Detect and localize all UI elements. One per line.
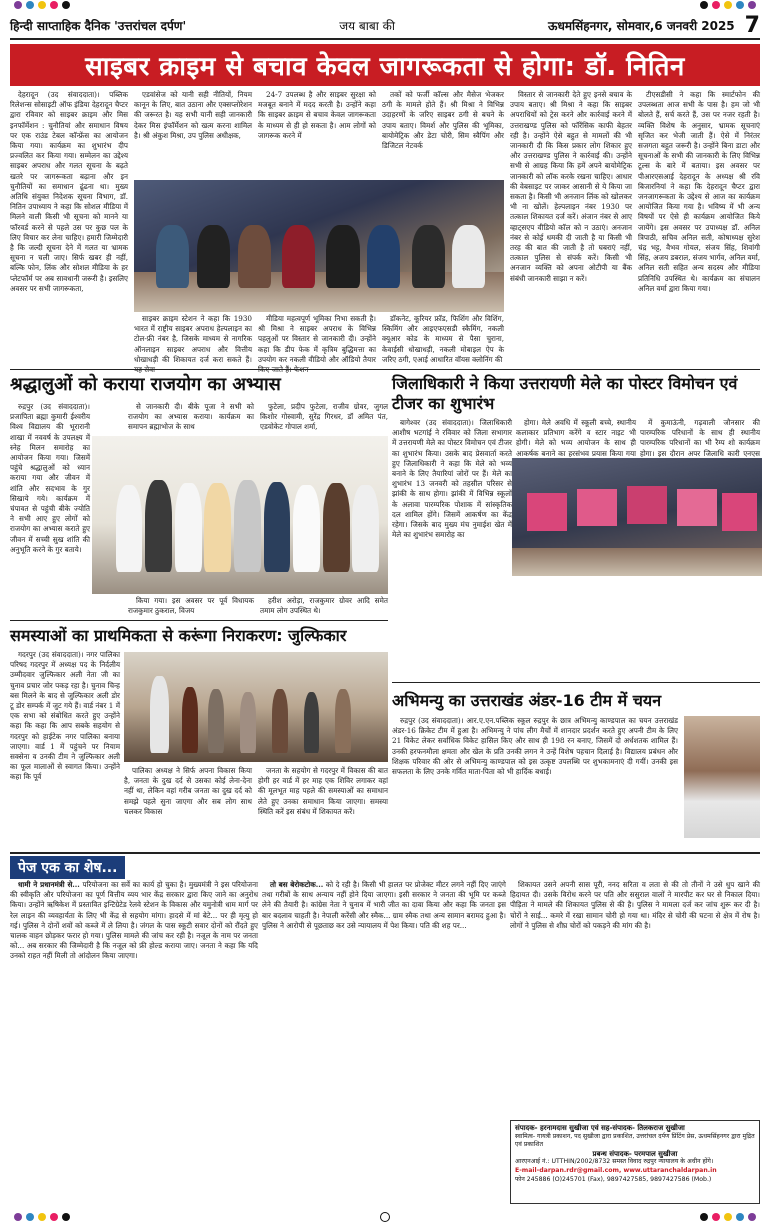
story6-column-3: शिकायत उसने अपनी सास पूरी, ननद सरिता व लता से की तो तीनों ने उसे धुप खाने की हिदायत दी। उसके विरोध करने पर पति और ससुराल वालों ने मारपीट कर घर से निकाल दिया। पीड़िता ने मामले की शिकायत पुलिस से की है। पुलिस ने मामला दर्ज कर जांच शुरू कर दी है। चोरों ने साई... कमरे में रखा सामान चोरी हो गया था। मंदिर से चोरी की घटना से क्षेत्र में रोष है। लोगों ने पुलिस से शीघ्र चोरों को पकड़ने की मांग की है। — [510, 880, 760, 930]
story3-photo — [512, 458, 762, 576]
story2-column-3a: फुटेला, प्रदीप फुटेला, राजीव ग्रोवर, जुगल किशोर गोस्वामी, सुरेंद्र गिरधर, डॉ अमित पंत, एडवोकेट गोपाल शर्मा, — [260, 402, 388, 432]
subhead-bus: तो बस बेरोकटोक... — [270, 880, 324, 889]
chief-editor-line: प्रबन्ध संपादक- परमपाल सुखीजा — [592, 1149, 678, 1158]
story1-column-2a: एडवांसेज को यानी सही नीतियों, नियम कानून के लिए, बात उठाना और एक्सप्लोरेशन की जरूरत है। यह सभी यानी सही जानकारी देकर मिस इंफॉर्मेशन को खत्म करना शामिल है। श्री अंकुश मिश्रा, उप पुलिस अधीक्षक, — [134, 90, 252, 140]
story2-column-2a: से जानकारी दी। बीके पूजा ने सभी को राजयोग का अभ्यास कराया। कार्यक्रम का समापन ब्रह्माभोज के साथ — [128, 402, 254, 432]
story2-column-1: रुद्रपुर (उद संवाददाता)। प्रजापिता ब्रह्मा कुमारी ईश्वरीय विश्व विद्यालय की भूरारानी शाखा में नववर्ष के उपलक्ष्य में स्नेह मिलन समारोह का आयोजन किया गया। जिसमें पहुंचे श्रद्धालुओं को ध्यान कराया गया और जीवन में शांति और सदभाव के गुर सिखाये गये। कार्यक्रम में चंपावत से पहुंची बीके ज्योति ने सभी आए हुए लोगों को राजयोग का अभ्यास कराते हुए जीवन में सच्ची सुख शांति की अनुभूति करने के गुर बताये। — [10, 402, 90, 554]
story4-column-3: जनता के सहयोग से गदरपुर में विकास की बात होगी हर वार्ड में हर माह एक शिविर लगाकर वहां की मूलभूत माह पहले की समस्याओं का समाधान लेते हुए उनका समाधान किया जाएगा। समस्या स्थिति करें इस संबंध में शिकायत करें। — [258, 766, 388, 816]
story3-column-3: में कुमाऊंनी, गढ़वाली जौनसार की पारम्परिक परिधानों के साथ ही स्थानीय पारम्परिक परिधानों का भी रैम्प शो कार्यक्रम होगा। इस दौरान अपर जिलाधि कारी एनएस — [640, 418, 760, 458]
registration-marks-bottom — [0, 1210, 770, 1224]
publisher-line: स्वामित्व- गायत्री प्रकाशन, पद सुखीजा द्वारा प्रकाशित, उत्तरांचल दर्पण प्रिंटिंग प्रेस, ऊधमसिंहनगर द्वारा मुद्रित एवं प्रकाशित — [515, 1132, 755, 1149]
student-portrait-photo — [684, 716, 760, 838]
page-number: 7 — [744, 12, 760, 38]
story2-photo — [92, 436, 388, 594]
registration-marks-top — [0, 0, 770, 10]
story5-body: रुद्रपुर (उद संवाददाता)। आर.ए.एन.पब्लिक स्कूल रुद्रपुर के छात्र अभिमन्यु काण्डपाल का चयन उत्तराखंड अंडर-16 क्रिकेट टीम में हुआ है। अभिमन्यु ने पांच लीग मैचों में शानदार प्रदर्शन करते हुए अपनी टीम के लिए 21 विकेट लेकर सर्वाधिक विकेट हासिल किए और साथ ही 198 रन बनाए, जिसमें दो अर्धशतक शामिल हैं। उनकी हरफनमौला क्षमता और खेल के प्रति उनकी लगन ने उन्हें विशेष पहचान दिलाई है। विद्यालय प्रबंधन और शिक्षक परिवार की ओर से अभिमन्यु काण्डपाल को इस उत्कृष्ट उपलब्धि पर शुभकामनाएं दी गयीं। उनकी इस सफलता के लिए उनके गर्वित माता-पिता को भी हार्दिक बधाई। — [392, 716, 678, 777]
editor-line: संपादक- हरनामदास सुखीजा एवं सह-संपादक- तिलकराज सुखीजा — [515, 1124, 685, 1132]
phone-line: फोन 245886 (O)245701 (Fax), 9897427585, 9897427586 (Mob.) — [515, 1175, 712, 1183]
story1-column-3b: मीडिया महत्वपूर्ण भूमिका निभा सकती है। श्री मिश्रा ने साइबर अपराध के विभिन्न पहलुओं पर विस्तार से जानकारी दी। उन्होंने कहा कि डीप फेक में कृत्रिम बुद्धिमत्ता का उपयोग कर नकली वीडियो और ऑडियो तैयार — [258, 314, 376, 364]
story2-column-2b: किया गया। इस अवसर पर पूर्व विधायक राजकुमार ठुकराल, विजय — [128, 596, 254, 616]
divider — [392, 682, 760, 683]
story1-column-1: देहरादून (उद संवाददाता)। पब्लिक रिलेशन्स सोसाइटी ऑफ इंडिया देहरादून चैप्टर द्वारा रविवार को साइबर क्राइम और मिस इनफॉर्मेशन : चुनौतियां और समाधान विषय पर एक राउंड टेबल कॉन्फ्रेंस का आयोजन किया गया। कार्यक्रम का शुभारंभ दीप प्रज्वलित कर किया गया। सम्मेलन का उद्देश्य साइबर अपराध और गलत सूचना के बढ़ते खतरे पर जागरूकता बढ़ाना और इन चुनौतियों का समाधान ढूंढना था। मुख्य अतिथि संयुक्त निदेशक सूचना विभाग, डॉ. नितिन उपाध्याय ने कहा कि सोशल मीडिया में मिलने वाली किसी भी सूचना को मानने या फॉरवर्ड करने से पहले उस पर कुछ पल के लिए विचार कर लेना चाहिए। हमारी जिम्मेदारी है कि जल्दी सूचना देने में गलत या भ्रामक सूचना न चली जाए। सिर्फ खबर ही नहीं, बल्कि फोन, लिंक और सोशल मीडिया के हर प्लेटफॉर्म पर अब सावधानी जरूरी है। इसलिए अवसर पर सभी जागरूकता, — [10, 90, 128, 293]
page-header — [10, 12, 760, 40]
story3-headline: जिलाधिकारी ने किया उत्तरायणी मेले का पोस्टर विमोचन एवं टीजर का शुभारंभ — [392, 374, 738, 413]
crosshair-icon — [380, 1212, 390, 1222]
subhead-pm: धामी ने प्रधानमंत्री से... — [18, 880, 80, 889]
divider — [10, 620, 388, 621]
color-registration-dots-right — [700, 1, 756, 9]
motto: जय बाबा की — [339, 18, 395, 33]
story4-column-2: पालिका अध्यक्ष ने सिर्फ अपना विकास किया है, जनता के दुख दर्द से उसका कोई लेना-देना नहीं था, लेकिन वहां गरीब जनता का दुख दर्द को समझे पहले सुना जाएगा और सब लोग साथ चलकर विकास — [124, 766, 252, 816]
story6-column-2: तो बस बेरोकटोक... को दे रही है। किसी भी हालत पर प्रोजेक्ट मीटर लगने नहीं दिए जाएंगे तथा गरीबों के साथ अन्याय नहीं होने दिया जाएगा। इसी सरकार ने जनता की भूमि पर कब्जे लेने की तैयारी है। कांग्रेस नेता ने चुनाव में भारी जीत का दावा किया और कहा कि जनता इस बार बदलाव चाहती है। नेपाली करेंसी और स्मैक... ग्राम स्मैक तथा अन्य सामान बरामद हुआ है। पुलिस ने आरोपी से पूछताछ कर उसे न्यायालय में पेश किया। पति की शह पर... — [262, 880, 506, 930]
story5-headline: अभिमन्यु का उत्तराखंड अंडर-16 टीम में चयन — [392, 691, 662, 710]
place-date: ऊधमसिंहनगर, सोमवार,6 जनवरी 2025 — [548, 18, 735, 33]
story1-column-3a: 24-7 उपलब्ध है और साइबर सुरक्षा को मजबूत बनाने में मदद करती है। उन्होंने कहा कि साइबर क्राइम से बचाव केवल जागरूकता के माध्यम से ही हो सकता है। आम लोगों को जागरूक करने में — [258, 90, 376, 140]
continued-section-label: पेज एक का शेष... — [10, 856, 125, 879]
story1-photo-panel — [134, 180, 504, 312]
story1-column-2b: साइबर क्राइम स्टेशन ने कहा कि 1930 भारत में राष्ट्रीय साइबर अपराध हेल्पलाइन का टोल-फ्री नंबर है, जिसके माध्यम से नागरिक ऑनलाइन साइबर अपराध और वित्तीय धोखाधड़ी की शिकायत दर्ज करा सकते हैं। — [134, 314, 252, 364]
divider — [10, 369, 760, 370]
story1-column-4a: तकों को फर्जी कॉल्स और मैसेज भेजकर ठगी के मामले होते हैं। श्री मिश्रा ने विभिन्न उदाहरणों के जरिए साइबर ठगी से बचने के उपाय बताए। विमर्श और पुलिस की भूमिका, बायोमेट्रिक और डेटा चोरी, सिम स्वैपिंग और डिजिटल नेटवर्क — [382, 90, 504, 151]
color-registration-dots-left — [14, 1, 70, 9]
story6-column-1: धामी ने प्रधानमंत्री से... परियोजना का सर्वे का कार्य हो चुका है। मुख्यमंत्री ने इस परियोजना की स्वीकृति और परियोजना का पूर्ण वित्तीय व्यय भार केंद्र सरकार द्वारा किए जाने का अनुरोध किया। उन्होंने ऋषिकेश में प्रस्तावित इन्टिग्रेटेड रेलवे स्टेशन के विकास और यमुनोत्री धाम मार्ग पर रेल लाइन की व्यवहार्यता के लिए भी केंद्र से सहयोग मांगा। हादसे में मां बेटे... पर ही मृत्यु हो गई। पुलिस ने दोनों शवों को कब्जे में ले लिया है। जंगल के पास स्कूटी सवार दोनों को रौंदते हुए चालक वाहन छोड़कर फरार हो गया। पुलिस मामले की जांच कर रही है। नजूल के नाम पर जनता को... अब सरकार की जिम्मेदारी है कि नजूल को फ्री होल्ड कराया जाए। जनता ने कहा कि यदि उनको राहत नहीं मिली तो आंदोलन किया जाएगा। — [10, 880, 258, 961]
story1-column-6: टीएसडीसी ने कहा कि स्मार्टफोन की उपलब्धता आज सभी के पास है। हम जो भी बोलते हैं, सर्च करते हैं, उस पर नजर रहती है। व्यक्ति विशेष के अनुसार, भ्रामक सूचनाएं सृजित कर भेजी जाती हैं। ऐसे में निरंतर सजगता बहुत जरूरी है। उन्होंने बिना डाटा और सूचनाओं के सभी की जानकारी के लिए विभिन्न टूल्स के बारे में बताया। इस अवसर पर पीआरएसआई देहरादून के अध्यक्ष श्री रवि बिजारनियां ने कहा कि देहरादून चैप्टर द्वारा जनजागरूकता के उद्देश्य से आज का कार्यक्रम आयोजित किया गया है। भविष्य में भी अन्य विषयों पर ऐसे ही कार्यक्रम आयोजित किये जायेंगे। इस अवसर पर उपाध्यक्ष डॉ. अनिल त्रिपाठी, सचिव अनिल सती, कोषाध्यक्ष सुरेश चंद्र भट्ट, वैभव गोयल, संजय सिंह, शिवांगी सिंह, अजय डबराल, संजय भार्गव, अनिल वर्मा, अनिल सती सहित अन्य सदस्य और मीडिया प्रतिनिधि उपस्थित थे। कार्यक्रम का संचालन अनिल वर्मा द्वारा किया गया। — [638, 90, 760, 293]
email-line: E-mail-darpan.rdr@gmail.com, www.uttaranchaldarpan.in — [515, 1166, 717, 1174]
story2-column-3b: हरीश अरोड़ा, राजकुमार ग्रोवर आदि समेत तमाम लोग उपस्थित थे। — [260, 596, 388, 616]
main-headline: साइबर क्राइम से बचाव केवल जागरूकता से होगा: डॉ. नितिन — [10, 44, 760, 86]
story4-column-1: गदरपुर (उद संवाददाता)। नगर पालिका परिषद गदरपुर में अध्यक्ष पद के निर्दलीय उम्मीदवार जुल्फिकार अली नेता जी का चुनाव प्रचार जोर पकड़ रहा है। चुनाव चिन्ह बस मिलने के बाद से जुल्फिकार अली डोर टू डोर सम्पर्क में जुट गये हैं। वार्ड नंबर 1 में एक सभा को संबोधित करते हुए उन्होंने कहा कि कहा कि आप सबके सहयोग से गदरपुर को हाईटेक नगर पालिका बनाया जाएगा। वार्ड 1 में पहुंचने पर नियाम सक्सेना व उनकी टीम ने जुल्फिकार अली का फूल मालाओं से स्वागत किया। उन्होंने कहा कि पूर्व — [10, 650, 120, 782]
story1-column-5: विस्तार से जानकारी देते हुए इनसे बचाव के उपाय बताए। श्री मिश्रा ने कहा कि साइबर अपराधियों को ट्रेस करने और कार्रवाई करने में उत्तराखण्ड पुलिस को फॉरेंसिक काफी बेहतर रही है। उन्होंने ऐसे बहुत से मामलों की भी जानकारी दी कि किस प्रकार लोग शिकार हुए और उत्तराखण्ड पुलिस ने कार्रवाई की। उन्होंने सभी से आग्रह किया कि हमें अपने बायोमेट्रिक जानकारी को लॉक करके रखना चाहिए। आधार की वेबसाइट पर जाकर आसानी से ये किया जा सकता है। किसी भी अनजान लिंक को खोलकर भी ना खोलें। हेल्पलाइन नंबर 1930 पर तत्काल शिकायत दर्ज करें। अंजान नंबर से आए व्हाट्सएप वीडियो कॉल को न उठाएं। अनजान नंबर से कोई धमकी दी जाती है या किसी भी तरह की बात की जाती है तो घबराएं नहीं, तत्काल पुलिस से संपर्क करें। किसी भी अनजान व्यक्ति को अपना ओटीपी या बैंक संबंधी जानकारी साझा न करें। — [510, 90, 632, 283]
newspaper-name: हिन्दी साप्ताहिक दैनिक 'उत्तरांचल दर्पण' — [10, 18, 187, 33]
story4-headline: समस्याओं का प्राथमिकता से करूंगा निराकरण: जुल्फिकार — [10, 626, 347, 645]
story4-photo — [124, 652, 388, 762]
story3-column-1: बागेश्वर (उद संवाददाता)। जिलाधिकारी आशीष भटगांई ने रविवार को जिला सभागार में उत्तरायणी मेले का पोस्टर विमोचन एवं टीजर का शुभारंभ किया। उसके बाद प्रेसवार्ता करते हुए जिलाधिकारी ने कहा कि मेले को भव्य बनाने के लिए तैयारियां जोरों पर हैं। मेले का शुभारंभ 13 जनवरी को तहसील परिसर से झांकी के साथ होगा। झांकी में विभिन्न स्कूलों के अलावा पारम्परिक पोशाक में सांस्कृतिक दल शामिल होंगे। जिसमें आकर्षण का केंद्र रहेगा। जिसके बाद मुख्य मंच नुमाईश खेत में मेले का शुभारंभ समारोह का — [392, 418, 512, 540]
story2-headline: श्रद्धालुओं को कराया राजयोग का अभ्यास — [10, 374, 281, 395]
rni-line: आरएनआई नं.: UTTHIN/2002/8732 समस्त विवाद रुद्रपुर न्यायालय के अधीन होंगे। — [515, 1158, 714, 1166]
color-registration-dots-left — [14, 1213, 70, 1221]
story1-column-4b: डॉकनेट, कूरियर फ्रॉड, फिशिंग और विशिंग, स्किमिंग और आइएफएसडी स्कैमिंग, नकली क्यूआर कोड के माध्यम से पैसा चुराना, केवाईसी धोखाधड़ी, नकली मोबाइल ऐप के जरिए ठगी, एआई आधारित वॉयस क्लोनिंग की — [382, 314, 504, 364]
story3-column-2: होगा। मेले अवधि में स्कूली बच्चे, स्थानीय कलाकार प्रतिभाग करेंगे व स्टार नाइट भी होगी। मेले को भव्य आयोजन के साथ ही आकर्षक बनाने का हरसंभव प्रयास किया गया — [516, 418, 636, 458]
color-registration-dots-right — [700, 1213, 756, 1221]
divider — [10, 852, 760, 854]
imprint-box — [510, 1120, 760, 1204]
